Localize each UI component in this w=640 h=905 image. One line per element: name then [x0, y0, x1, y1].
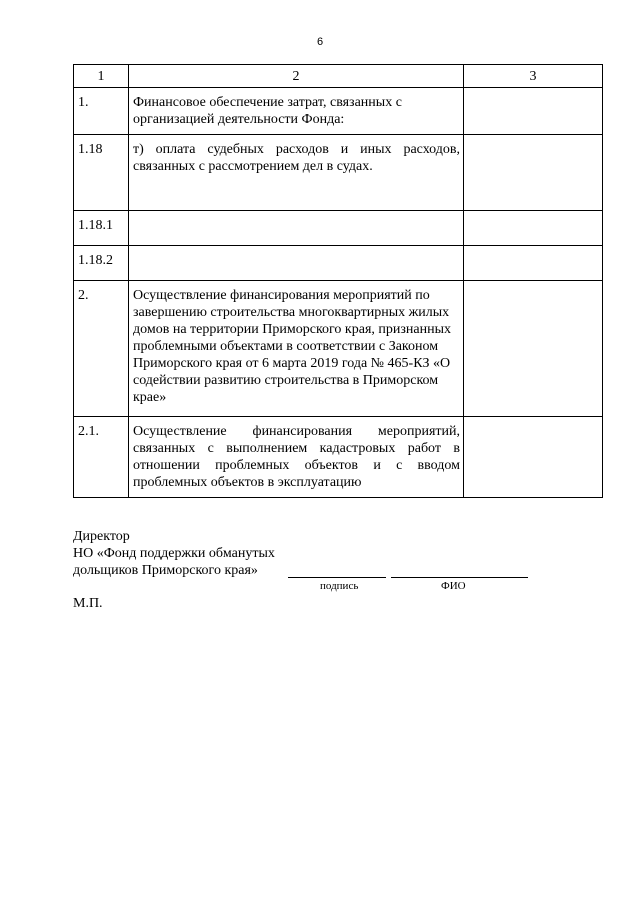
row-description: Осуществление финансирования мероприятий по завершению строительства многоквартирных жилых домов на территории Приморского края, признанных проблемными объектами в соответствии с Законом Приморского края от 6 марта 2019 года № 465-КЗ «О содействии развитию строительства в Приморском крае»: [129, 281, 464, 417]
row-value: [464, 88, 603, 135]
table-row: [74, 88, 603, 135]
row-value: [464, 135, 603, 211]
row-description: [129, 211, 464, 246]
row-description: Финансовое обеспечение затрат, связанных с организацией деятельности Фонда:: [129, 88, 464, 135]
organization-name: НО «Фонд поддержки обманутых: [73, 546, 275, 561]
column-header: 3: [464, 65, 603, 88]
row-description: Осуществление финансирования мероприятий, связанных с выполнением кадастровых работ в отношении проблемных объектов и с вводом проблемных объектов в эксплуатацию: [129, 417, 464, 498]
column-header: 2: [129, 65, 464, 88]
table-row: [74, 281, 603, 417]
signature-caption: подпись: [320, 580, 359, 592]
column-header: 1: [74, 65, 129, 88]
organization-name-cont: дольщиков Приморского края»: [73, 563, 258, 578]
row-number: 1.18.2: [74, 246, 129, 281]
row-value: [464, 246, 603, 281]
row-description: т) оплата судебных расходов и иных расходов, связанных с рассмотрением дел в судах.: [129, 135, 464, 211]
row-value: [464, 417, 603, 498]
table-row: [74, 417, 603, 498]
name-caption: ФИО: [441, 580, 466, 592]
row-value: [464, 281, 603, 417]
table-row: [74, 211, 603, 246]
stamp-place: М.П.: [73, 596, 103, 611]
signer-title: Директор: [73, 529, 130, 544]
row-description: [129, 246, 464, 281]
signature-line: [288, 577, 386, 578]
page-number: 6: [316, 36, 324, 48]
row-number: 2.: [74, 281, 129, 417]
name-line: [391, 577, 528, 578]
row-number: 1.18: [74, 135, 129, 211]
signature-block: [73, 528, 275, 579]
table-header-row: [74, 65, 603, 88]
table-row: [74, 135, 603, 211]
financing-table: [73, 64, 603, 498]
table-row: [74, 246, 603, 281]
row-number: 1.: [74, 88, 129, 135]
row-number: 2.1.: [74, 417, 129, 498]
row-number: 1.18.1: [74, 211, 129, 246]
row-value: [464, 211, 603, 246]
